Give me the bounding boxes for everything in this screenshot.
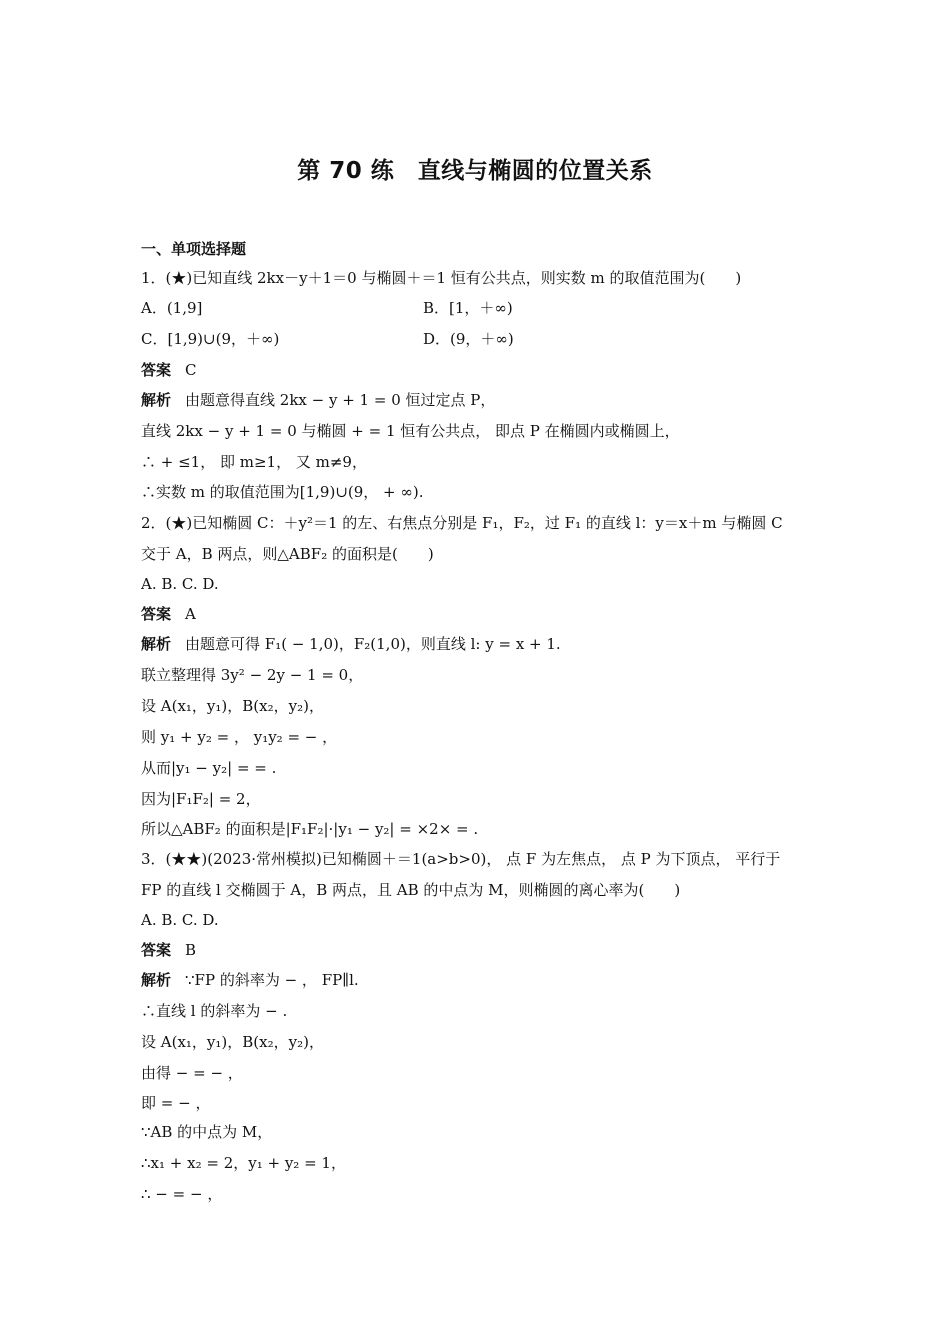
q2-analysis-line: 从而|y₁ − y₂| = = .: [141, 759, 277, 777]
q1-analysis-line: 直线 2kx − y + 1 = 0 与椭圆 + = 1 恒有公共点， 即点 P 在椭圆内或椭圆上，: [141, 422, 680, 440]
answer-tag: 答案: [141, 605, 172, 623]
q3-analysis-line: 解析 ∵FP 的斜率为 − ， FP∥l.: [141, 971, 359, 989]
q1-answer: [141, 360, 197, 380]
q3-analysis-line: ∴ − = − ，: [141, 1185, 223, 1203]
q3-analysis-line: ∴直线 l 的斜率为 − .: [141, 1002, 288, 1020]
q1-answer-value: C: [185, 361, 197, 379]
q2-analysis-line: 解析 由题意可得 F₁( − 1,0)，F₂(1,0)，则直线 l: y = x + 1.: [141, 635, 561, 653]
q3-options: A. B. C. D.: [141, 911, 219, 929]
analysis-tag: 解析: [141, 635, 172, 653]
q2-analysis-line: 所以△ABF₂ 的面积是|F₁F₂|·|y₁ − y₂| = ×2× = .: [141, 820, 479, 838]
q3-analysis-line: 即 = − ，: [141, 1094, 211, 1112]
page-title: 第 70 练 直线与椭圆的位置关系: [297, 158, 653, 184]
q3-stem: FP 的直线 l 交椭圆于 A，B 两点，且 AB 的中点为 M，则椭圆的离心率为( ): [141, 881, 681, 899]
q1-stem: 1．(★)已知直线 2kx－y＋1＝0 与椭圆＋＝1 恒有公共点，则实数 m 的取值范围为( ): [141, 269, 742, 287]
q1-analysis-line: ∴ + ≤1， 即 m≥1， 又 m≠9，: [141, 453, 367, 471]
answer-tag: 答案: [141, 361, 172, 379]
analysis-tag: 解析: [141, 391, 172, 409]
q2-analysis-line: 设 A(x₁，y₁)，B(x₂，y₂)，: [141, 697, 324, 715]
q3-analysis-line: 由得 − = − ，: [141, 1064, 243, 1082]
analysis-tag: 解析: [141, 971, 172, 989]
q3-answer-value: B: [185, 941, 197, 959]
q1-option-b: B．[1，＋∞): [423, 299, 513, 317]
q2-stem: 2．(★)已知椭圆 C：＋y²＝1 的左、右焦点分别是 F₁，F₂，过 F₁ 的直线 l：y＝x＋m 与椭圆 C: [141, 514, 783, 532]
q3-stem: 3．(★★)(2023·常州模拟)已知椭圆＋＝1(a>b>0)， 点 F 为左焦点， 点 P 为下顶点， 平行于: [141, 850, 781, 868]
q3-analysis-line: 设 A(x₁，y₁)，B(x₂，y₂)，: [141, 1033, 324, 1051]
q3-analysis-line: ∵AB 的中点为 M，: [141, 1123, 273, 1141]
q1-analysis-line: ∴实数 m 的取值范围为[1,9)∪(9， + ∞).: [141, 483, 424, 501]
answer-tag: 答案: [141, 941, 172, 959]
q2-analysis-line: 联立整理得 3y² − 2y − 1 = 0，: [141, 666, 364, 684]
q2-analysis-line: 则 y₁ + y₂ = ， y₁y₂ = − ，: [141, 728, 338, 746]
q1-analysis-line: 解析 由题意得直线 2kx − y + 1 = 0 恒过定点 P，: [141, 391, 496, 409]
q3-analysis-line: ∴x₁ + x₂ = 2，y₁ + y₂ = 1，: [141, 1154, 346, 1172]
q3-answer: [141, 940, 196, 960]
q2-stem: 交于 A，B 两点，则△ABF₂ 的面积是( ): [141, 545, 434, 563]
q1-option-c: C．[1,9)∪(9，＋∞): [141, 330, 280, 348]
q2-analysis-line: 因为|F₁F₂| = 2，: [141, 790, 261, 808]
section-heading: 一、单项选择题: [141, 240, 247, 258]
q2-answer: [141, 604, 196, 624]
q1-option-a: A．(1,9]: [141, 299, 203, 317]
q2-answer-value: A: [185, 605, 196, 623]
q1-option-d: D．(9，＋∞): [423, 330, 514, 348]
q2-options: A. B. C. D.: [141, 575, 219, 593]
